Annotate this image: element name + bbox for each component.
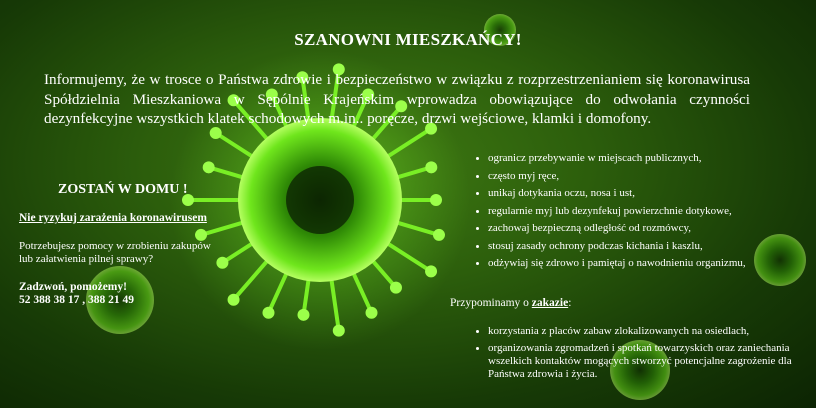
list-item: • unikaj dotykania oczu, nosa i ust, [488, 185, 816, 203]
virus-spike-tip [262, 307, 274, 319]
phone-numbers: 52 388 38 17 , 388 21 49 [19, 294, 134, 306]
virus-spike-tip [430, 194, 442, 206]
intro-paragraph: Informujemy, że w trosce o Państwa zdrowie i bezpieczeństwo w związku z rozprzestrzenianiem się koronawirusa Spółdzielnia Mieszkaniowa w Sępólnie Krajeńskim wprowadza obowiązujące do odwołania czynności dezynfekcyjne wszystkich klatek schodowych m.in.. poręcze, drzwi wejściowe, klamki i domofony. [44, 71, 750, 127]
reminder-suffix: : [568, 297, 572, 309]
help-line-2: lub załatwienia pilnej sprawy? [19, 253, 154, 265]
virus-spike-tip [210, 127, 222, 139]
help-question [19, 240, 234, 266]
list-item: • regularnie myj lub dezynfekuj powierzchnie dotykowe, [488, 203, 816, 221]
reminder-keyword: zakazie [531, 297, 569, 309]
virus-spike-tip [425, 265, 437, 277]
virus-spike-tip [366, 307, 378, 319]
virus-spike-tip [297, 309, 309, 321]
call-label: Zadzwoń, pomożemy! [19, 281, 127, 293]
call-block [19, 281, 134, 307]
reminder-prefix: Przypominamy o [450, 297, 532, 309]
list-item: • często myj ręce, [488, 168, 816, 186]
list-item: • stosuj zasady ochrony podczas kichania i kaszlu, [488, 238, 816, 256]
tips-list [468, 150, 816, 273]
virus-spike-tip [390, 282, 402, 294]
no-risk-subheading: Nie ryzykuj zarażenia koronawirusem [19, 212, 207, 224]
stay-home-heading: ZOSTAŃ W DOMU ! [58, 182, 188, 197]
virus-spike-tip [333, 325, 345, 337]
help-line-1: Potrzebujesz pomocy w zrobieniu zakupów [19, 240, 211, 252]
list-item: • odżywiaj się zdrowo i pamiętaj o nawodnieniu organizmu, [488, 255, 816, 273]
list-item: • korzystania z placów zabaw zlokalizowanych na osiedlach, [488, 325, 808, 338]
list-item: • organizowania zgromadzeń i spotkań towarzyskich oraz zaniechania wszelkich kontaktów mogących stworzyć potencjalne zagrożenie dla Państwa zdrowia i życia. [488, 342, 808, 381]
virus-spike-tip [228, 294, 240, 306]
list-item: • ogranicz przebywanie w miejscach publicznych, [488, 150, 816, 168]
bans-list [468, 325, 808, 385]
page-title: SZANOWNI MIESZKAŃCY! [294, 30, 522, 49]
list-item: • zachowaj bezpieczną odległość od rozmówcy, [488, 220, 816, 238]
virus-spike-tip [433, 229, 445, 241]
virus-spike-tip [425, 161, 437, 173]
reminder-line [450, 297, 571, 309]
virus-spike-tip [203, 161, 215, 173]
